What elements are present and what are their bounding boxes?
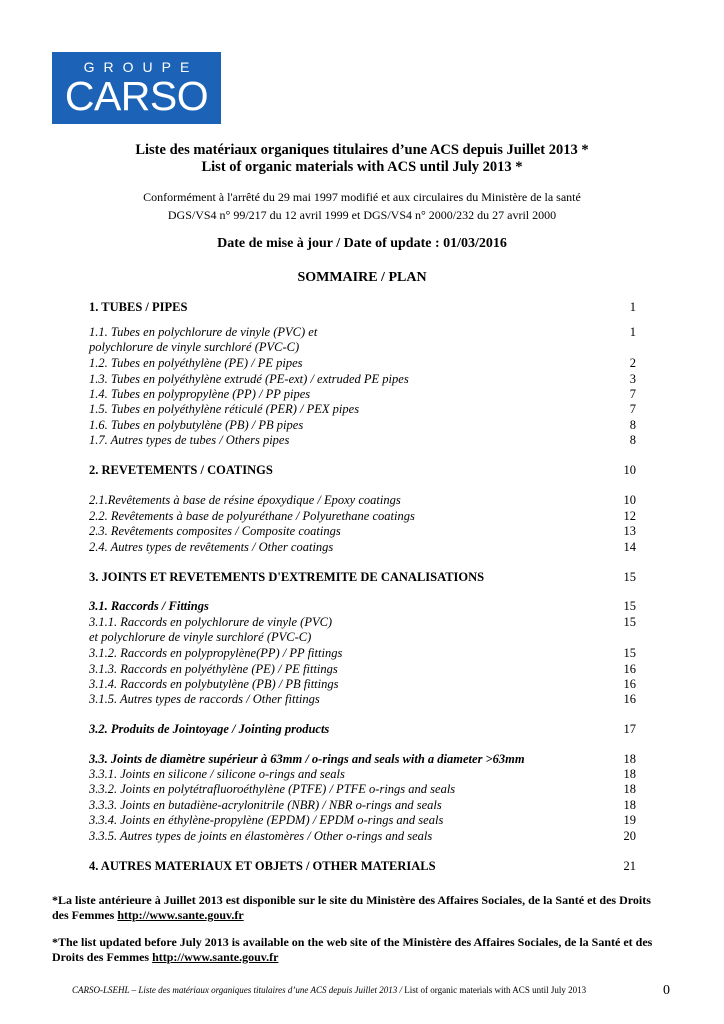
toc-entry-title: 2. REVETEMENTS / COATINGS [89,463,273,477]
toc-entry-page: 8 [629,418,636,432]
toc-entry-page: 16 [623,677,636,691]
toc-entry-page: 15 [623,646,636,660]
toc-entry-title: 3.3. Joints de diamètre supérieur à 63mm / o-rings and seals with a diameter >63mm [89,752,525,766]
toc-entry-title: 2.4. Autres types de revêtements / Other coatings [89,540,334,554]
note-french [52,893,668,923]
footer-italic-text: CARSO-LSEHL – Liste des matériaux organiques titulaires d’une ACS depuis Juillet 2013 / [72,985,402,995]
note-french-text: *La liste antérieure à Juillet 2013 est disponible sur le site du Ministère des Affaires Sociales, de la Santé et des Droits des Femmes [52,893,651,922]
page-number: 0 [663,983,670,998]
toc-entry-title: 3. JOINTS ET REVETEMENTS D'EXTREMITE DE CANALISATIONS [89,570,485,584]
logo-line-carso: CARSO [64,73,209,119]
toc-entry-page: 7 [629,402,636,416]
toc-entry-page: 18 [623,767,636,781]
toc-entry-title: 3.3.3. Joints en butadiène-acrylonitrile (NBR) / NBR o-rings and seals [89,798,442,812]
toc-entry-title: 1. TUBES / PIPES [89,300,188,314]
summary-heading: SOMMAIRE / PLAN [297,270,427,285]
toc-entry-page: 16 [623,692,636,706]
toc-entry-page: 15 [623,615,636,629]
toc-entry-title: 1.6. Tubes en polybutylène (PB) / PB pipes [89,418,304,432]
groupe-carso-logo [52,52,221,124]
toc-entry-page: 2 [629,356,636,370]
toc-entry-page: 1 [629,325,636,339]
note-english [52,935,668,965]
note-english-text: *The list updated before July 2013 is available on the web site of the Ministère des Affaires Sociales, de la Santé et des Droits des Femmes [52,935,653,964]
toc-entry-page: 19 [623,813,636,827]
reference-line-1: Conformément à l'arrêté du 29 mai 1997 modifié et aux circulaires du Ministère de la santé [143,190,581,204]
toc-entry-page: 13 [623,524,636,538]
toc-entry-page: 8 [629,433,636,447]
footer-plain-text: List of organic materials with ACS until July 2013 [402,985,587,995]
note-french-link[interactable]: http://www.sante.gouv.fr [117,908,244,922]
toc-entry-title: et polychlorure de vinyle surchloré (PVC-C) [89,630,312,644]
document-title-fr: Liste des matériaux organiques titulaires d’une ACS depuis Juillet 2013 * [135,142,589,158]
toc-entry-title: 3.3.1. Joints en silicone / silicone o-rings and seals [89,767,345,781]
toc-entry-page: 21 [623,859,636,873]
toc-entry-page: 18 [623,752,636,766]
toc-entry-title: 3.1.1. Raccords en polychlorure de vinyle (PVC) [89,615,333,629]
toc-entry-page: 10 [623,463,636,477]
toc-entry-title: 1.1. Tubes en polychlorure de vinyle (PVC) et [89,325,318,339]
toc-entry-title: 3.1. Raccords / Fittings [89,599,209,613]
toc-entry-page: 18 [623,798,636,812]
toc-entry-title: 1.3. Tubes en polyéthylène extrudé (PE-ext) / extruded PE pipes [89,372,409,386]
toc-entry-title: 4. AUTRES MATERIAUX ET OBJETS / OTHER MATERIALS [89,859,436,873]
toc-entry-page: 16 [623,662,636,676]
toc-entry-title: 3.3.5. Autres types de joints en élastomères / Other o-rings and seals [89,829,433,843]
toc-entry-title: 2.1.Revêtements à base de résine époxydique / Epoxy coatings [89,493,401,507]
note-english-link[interactable]: http://www.sante.gouv.fr [152,950,279,964]
toc-entry-page: 14 [623,540,636,554]
toc-entry-title: 3.3.2. Joints en polytétrafluoroéthylène (PTFE) / PTFE o-rings and seals [89,782,456,796]
toc-entry-title: 1.2. Tubes en polyéthylène (PE) / PE pipes [89,356,303,370]
toc-entry-title: 1.4. Tubes en polypropylène (PP) / PP pipes [89,387,311,401]
toc-entry-title: 1.5. Tubes en polyéthylène réticulé (PER) / PEX pipes [89,402,360,416]
toc-entry-title: 1.7. Autres types de tubes / Others pipes [89,433,290,447]
toc-entry-page: 7 [629,387,636,401]
toc-entry-title: 3.1.3. Raccords en polyéthylène (PE) / PE fittings [89,662,338,676]
toc-entry-page: 15 [623,570,636,584]
toc-entry-page: 1 [629,300,636,314]
page-footer [72,985,586,995]
update-date: Date de mise à jour / Date of update : 01/03/2016 [217,236,507,251]
toc-entry-page: 3 [629,372,636,386]
toc-entry-title: 3.1.2. Raccords en polypropylène(PP) / PP fittings [89,646,343,660]
toc-entry-page: 17 [623,722,636,736]
toc-entry-title: 3.1.5. Autres types de raccords / Other fittings [89,692,320,706]
toc-entry-page: 10 [623,493,636,507]
toc-entry-page: 18 [623,782,636,796]
toc-entry-title: 3.1.4. Raccords en polybutylène (PB) / PB fittings [89,677,339,691]
document-title-en: List of organic materials with ACS until July 2013 * [201,159,523,175]
reference-line-2: DGS/VS4 n° 99/217 du 12 avril 1999 et DGS/VS4 n° 2000/232 du 27 avril 2000 [167,208,557,222]
toc-entry-page: 15 [623,599,636,613]
toc-entry-title: 3.2. Produits de Jointoyage / Jointing products [89,722,330,736]
toc-entry-title: 2.3. Revêtements composites / Composite coatings [89,524,341,538]
toc-entry-title: 3.3.4. Joints en éthylène-propylène (EPDM) / EPDM o-rings and seals [89,813,444,827]
toc-entry-title: polychlorure de vinyle surchloré (PVC-C) [89,340,300,354]
toc-entry-title: 2.2. Revêtements à base de polyuréthane / Polyurethane coatings [89,509,415,523]
logo-line-groupe: GROUPE [83,59,199,75]
toc-entry-page: 20 [623,829,636,843]
toc-entry-page: 12 [623,509,636,523]
